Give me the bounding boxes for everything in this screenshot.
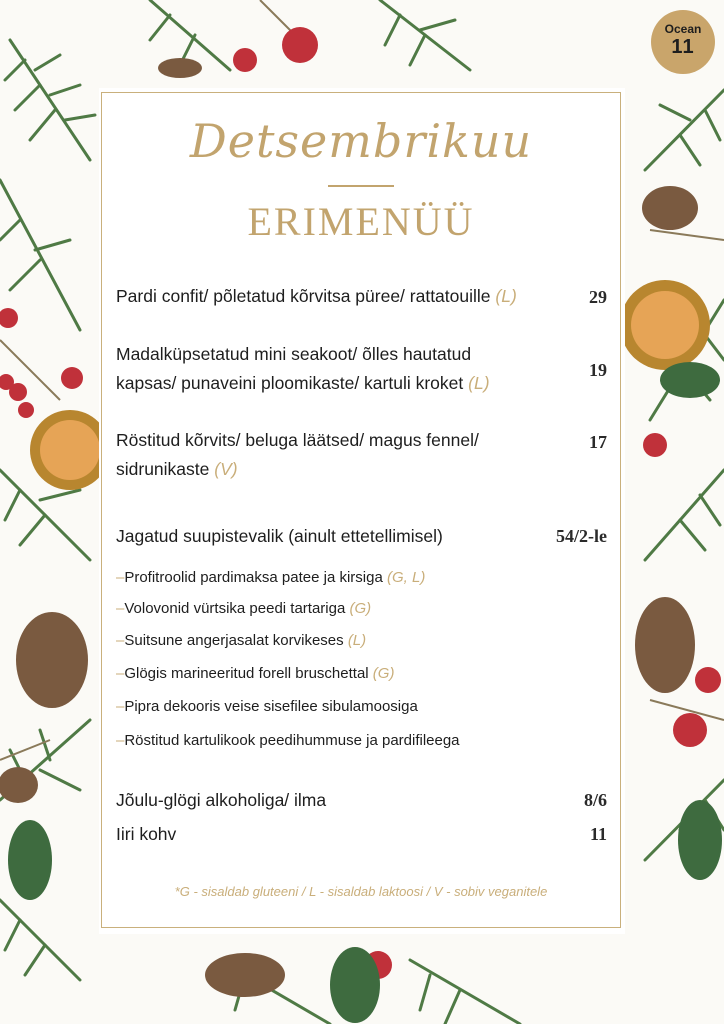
drink-name: Jõulu-glögi alkoholiga/ ilma (116, 790, 327, 810)
platter-item: –Suitsune angerjasalat korvikeses (L) (116, 632, 367, 649)
item-tag: (L) (495, 286, 517, 306)
platter-item: –Glögis marineeritud forell bruschettal (G) (116, 665, 395, 682)
menu-title: ERIMENÜÜ (247, 199, 475, 244)
drink-name: Iiri kohv (116, 824, 177, 844)
item-price: 17 (589, 432, 607, 452)
item-price: 54/2-le (556, 526, 607, 546)
ocean11-logo (651, 10, 715, 74)
logo-line2: 11 (671, 36, 695, 58)
platter-item: –Profitroolid pardimaksa patee ja kirsiga (G, L) (116, 569, 426, 586)
item-name-line2: sidrunikaste (116, 459, 210, 479)
drink-price: 8/6 (583, 790, 607, 810)
title-divider (328, 185, 394, 187)
item-price: 29 (589, 287, 607, 307)
platter-item: –Volovonid vürtsika peedi tartariga (G) (116, 600, 372, 617)
logo-line1: Ocean (664, 22, 702, 36)
menu-title-script: Detsembrikuu (189, 114, 533, 168)
platter-item: –Pipra dekooris veise sisefilee sibulamoosiga (116, 698, 418, 715)
item-tag: (V) (214, 459, 238, 479)
item-name-line1: Röstitud kõrvits/ beluga läätsed/ magus fennel/ (116, 430, 479, 450)
item-price: 19 (589, 360, 607, 380)
item-name: Jagatud suupistevalik (ainult ettetellimisel) (116, 526, 443, 546)
item-name-line1: Madalküpsetatud mini seakoot/ õlles hautatud (116, 344, 472, 364)
item-tag: (L) (468, 373, 490, 393)
platter-item: –Röstitud kartulikook peedihummuse ja pardifileega (116, 732, 460, 749)
allergen-footnote: *G - sisaldab gluteeni / L - sisaldab laktoosi / V - sobiv veganitele (174, 884, 548, 899)
item-name: Pardi confit/ põletatud kõrvitsa püree/ rattatouille (116, 286, 491, 306)
drink-price: 11 (589, 824, 607, 844)
item-name-line2: kapsas/ punaveini ploomikaste/ kartuli kroket (116, 373, 464, 393)
